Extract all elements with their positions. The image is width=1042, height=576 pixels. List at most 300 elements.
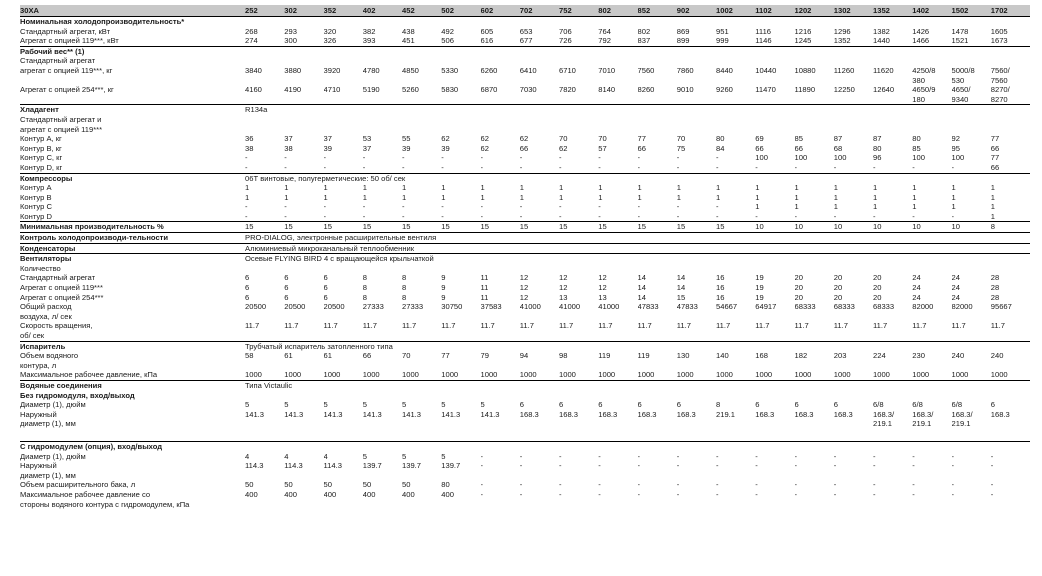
table-cell: 39 [323, 143, 332, 153]
table-cell: - [676, 211, 680, 221]
table-cell: 11.7 [912, 321, 927, 331]
table-cell [677, 500, 716, 510]
table-cell [520, 125, 559, 135]
table-cell: 3840 [245, 65, 262, 75]
table-cell: 5 [284, 400, 289, 410]
table-cell: - [323, 211, 327, 221]
table-cell: 6/8 [873, 400, 884, 410]
table-cell: 10880 [794, 65, 816, 75]
table-cell [638, 125, 677, 135]
table-cell [677, 312, 716, 322]
table-cell: - [676, 202, 680, 212]
row-label: контура, л [20, 360, 57, 370]
table-cell: 15 [520, 222, 559, 233]
table-cell: 27333 [362, 302, 384, 312]
table-cell: 11.7 [559, 321, 574, 331]
model-column-header: 1402 [912, 5, 951, 17]
row-label: Контур А, кг [20, 134, 62, 144]
table-cell: 53 [362, 134, 372, 144]
table-cell [441, 264, 480, 274]
model-column-header: 1202 [795, 5, 834, 17]
table-cell [520, 419, 559, 429]
table-cell: 6 [794, 400, 799, 410]
table-cell: 11 [480, 273, 489, 283]
table-cell: 1000 [637, 370, 655, 380]
table-cell: 4780 [362, 65, 380, 75]
table-cell [481, 125, 520, 135]
table-cell [520, 76, 559, 86]
table-cell: 1 [676, 183, 681, 193]
table-cell [598, 500, 637, 510]
table-cell: 1000 [245, 370, 262, 380]
table-cell: 380 [912, 75, 925, 85]
table-cell: 10 [952, 222, 991, 233]
table-cell: - [912, 211, 915, 221]
table-cell [677, 76, 716, 86]
table-cell: 39 [441, 143, 450, 153]
table-cell: 400 [441, 489, 454, 499]
table-cell: - [637, 480, 641, 490]
table-cell: - [873, 211, 876, 221]
table-cell: 19 [755, 292, 764, 302]
table-cell [284, 361, 323, 371]
table-cell: 15 [481, 222, 520, 233]
table-cell: 20 [833, 292, 843, 302]
section-note: PRO-DIALOG, электронные расширительные вентиля [245, 233, 1030, 244]
table-cell: - [441, 211, 444, 221]
table-cell: - [480, 162, 484, 172]
table-row [20, 471, 1030, 481]
table-cell: 70 [559, 134, 568, 144]
table-cell: 4 [323, 451, 328, 461]
table-cell [991, 419, 1030, 429]
table-cell: 24 [912, 283, 921, 293]
table-cell: 57 [598, 143, 607, 153]
table-cell: 7820 [559, 85, 576, 95]
table-cell: 41000 [559, 302, 581, 312]
table-cell [245, 331, 284, 341]
table-cell: 1426 [912, 26, 930, 36]
table-cell [598, 471, 637, 481]
table-cell: 139.7 [441, 461, 461, 471]
row-label: Максимальное рабочее давление, кПа [20, 370, 158, 380]
table-cell [324, 264, 363, 274]
table-cell [245, 471, 284, 481]
table-cell: - [519, 202, 523, 212]
table-cell [873, 312, 912, 322]
table-cell: - [284, 211, 287, 221]
table-cell [795, 331, 834, 341]
table-cell: 1000 [794, 370, 812, 380]
table-cell: 50 [362, 480, 372, 490]
table-cell: - [559, 489, 562, 499]
table-cell [559, 419, 598, 429]
table-cell: 506 [441, 36, 454, 46]
table-cell [991, 125, 1030, 135]
section-header-row [20, 441, 1030, 451]
table-cell: - [559, 202, 562, 212]
table-cell [716, 500, 755, 510]
table-cell: 1 [912, 183, 917, 193]
table-cell: 1 [284, 183, 289, 193]
table-cell [873, 471, 912, 481]
model-column-header: 302 [284, 5, 323, 17]
table-cell: 15 [284, 222, 323, 233]
table-cell: 84 [716, 143, 725, 153]
table-cell: - [951, 162, 955, 172]
table-cell: 14 [676, 283, 686, 293]
table-row [20, 273, 1030, 283]
table-cell [952, 56, 991, 66]
table-cell: 1 [598, 192, 603, 202]
table-row [20, 351, 1030, 361]
table-cell: 27333 [402, 302, 424, 312]
table-cell: 14 [637, 292, 646, 302]
table-cell: 1000 [284, 370, 302, 380]
table-cell [834, 312, 873, 322]
table-cell [245, 125, 284, 135]
table-row [20, 400, 1030, 410]
table-cell: - [951, 461, 955, 471]
table-cell: 268 [245, 26, 258, 36]
table-cell: 951 [716, 26, 729, 36]
table-cell: 119 [598, 351, 611, 361]
table-cell: 10 [834, 222, 873, 233]
section-header-row [20, 173, 1030, 183]
table-cell [559, 95, 598, 105]
section-header-row [20, 17, 1030, 27]
table-cell [755, 471, 794, 481]
table-cell: 37 [323, 134, 332, 144]
table-cell: - [637, 202, 641, 212]
table-cell: 8440 [716, 65, 733, 75]
table-cell [324, 331, 363, 341]
table-cell [755, 312, 794, 322]
table-cell [638, 500, 677, 510]
table-cell: 869 [676, 26, 690, 36]
table-cell [677, 115, 716, 125]
table-cell: 4650/9 [912, 85, 936, 95]
table-cell: 5 [441, 400, 446, 410]
table-cell: 1000 [441, 370, 459, 380]
table-row [20, 461, 1030, 471]
table-cell: 6 [323, 283, 328, 293]
table-cell: 139.7 [362, 461, 382, 471]
table-cell: 141.3 [362, 409, 382, 419]
table-cell [363, 312, 402, 322]
table-cell: 66 [519, 143, 529, 153]
table-cell: 38 [245, 143, 254, 153]
table-cell: - [951, 489, 955, 499]
table-cell [677, 331, 716, 341]
table-cell: - [990, 451, 994, 461]
table-cell [716, 56, 755, 66]
table-cell: - [755, 451, 758, 461]
table-cell: - [833, 480, 837, 490]
table-cell [402, 115, 441, 125]
table-cell: 20 [833, 273, 843, 283]
table-cell: 139.7 [402, 461, 422, 471]
table-cell: 11.7 [245, 321, 260, 331]
table-cell: 24 [951, 283, 960, 293]
table-cell: 6/8 [912, 400, 923, 410]
table-cell [363, 361, 402, 371]
table-cell: 11.7 [598, 321, 613, 331]
table-cell: 8 [716, 400, 721, 410]
table-cell: 1 [323, 192, 328, 202]
table-row [20, 391, 1030, 401]
table-cell [952, 125, 991, 135]
table-cell [284, 115, 323, 125]
table-cell: 8 [362, 292, 367, 302]
table-cell [284, 264, 323, 274]
table-cell: 1000 [990, 370, 1008, 380]
section-note: Осевые FLYING BIRD 4 с вращающейся крыльчаткой [245, 254, 1030, 264]
table-cell: 12 [559, 283, 568, 293]
table-cell: 5 [480, 400, 485, 410]
table-cell [795, 312, 834, 322]
table-cell: 8 [402, 283, 407, 293]
table-cell [677, 471, 716, 481]
table-cell: 999 [716, 36, 729, 46]
table-cell: 219.1 [716, 409, 736, 419]
table-cell: 141.3 [245, 409, 265, 419]
table-cell: 70 [402, 351, 411, 361]
table-cell: 1 [794, 202, 799, 212]
table-cell: 66 [362, 351, 372, 361]
table-cell: 20500 [323, 302, 345, 312]
section-note: R134a [245, 105, 1030, 115]
table-cell: 16 [716, 283, 725, 293]
table-cell: 168.3 [637, 409, 657, 419]
table-cell: 1382 [873, 26, 890, 36]
model-column-header: 1002 [716, 5, 755, 17]
table-cell: 37 [284, 134, 293, 144]
table-cell: 15 [402, 222, 441, 233]
table-cell: 1 [284, 192, 289, 202]
table-cell: 326 [323, 36, 337, 46]
table-row [20, 95, 1030, 105]
model-column-header: 752 [559, 5, 598, 17]
table-cell: 1000 [873, 370, 890, 380]
table-cell: 1 [951, 192, 956, 202]
table-cell [520, 391, 559, 401]
table-cell [638, 391, 677, 401]
table-cell: 11.7 [873, 321, 888, 331]
model-column-header: 502 [441, 5, 480, 17]
table-cell: - [323, 153, 327, 163]
table-cell: 1 [755, 183, 760, 193]
table-cell [638, 419, 677, 429]
table-cell [441, 115, 480, 125]
table-cell: 1 [362, 192, 367, 202]
table-cell: - [716, 489, 719, 499]
table-cell: 15 [245, 222, 284, 233]
table-cell: 1440 [873, 36, 890, 46]
table-cell: 438 [402, 26, 415, 36]
table-cell: 28 [990, 292, 1000, 302]
table-cell: 11.7 [402, 321, 417, 331]
table-cell: 100 [833, 153, 847, 163]
table-cell: 5 [245, 400, 250, 410]
table-cell: 15 [716, 222, 755, 233]
table-cell: 1 [402, 183, 407, 193]
table-cell [873, 331, 912, 341]
table-cell: 5 [362, 400, 367, 410]
table-cell: 41000 [519, 302, 541, 312]
table-row [20, 321, 1030, 331]
table-cell [559, 361, 598, 371]
table-cell [598, 125, 637, 135]
empty-cell [245, 441, 1030, 451]
row-label: Наружный [20, 409, 57, 419]
table-cell: - [676, 480, 680, 490]
table-cell [559, 500, 598, 510]
table-cell: - [990, 489, 994, 499]
table-cell [834, 125, 873, 135]
table-row [20, 144, 1030, 154]
table-cell: 5 [402, 451, 407, 461]
specifications-table [20, 5, 1030, 509]
table-cell [755, 500, 794, 510]
table-cell: 4850 [402, 65, 419, 75]
table-cell: 6 [519, 400, 524, 410]
table-cell [245, 312, 284, 322]
model-column-header: 452 [402, 5, 441, 17]
table-cell [873, 391, 912, 401]
table-cell: 1 [323, 183, 328, 193]
table-cell: 400 [362, 489, 376, 499]
table-cell: 47833 [637, 302, 659, 312]
table-row [20, 183, 1030, 193]
table-cell: 85 [794, 134, 803, 144]
row-label: Наружный [20, 461, 57, 471]
table-cell: 616 [480, 36, 494, 46]
table-cell [520, 471, 559, 481]
table-cell: 8270 [990, 94, 1008, 104]
table-cell: 15 [598, 222, 637, 233]
table-cell: - [833, 461, 837, 471]
spacer-cell [20, 429, 1030, 442]
table-cell: 653 [519, 26, 533, 36]
table-cell [834, 471, 873, 481]
table-cell [716, 125, 755, 135]
model-column-header: 1102 [755, 5, 794, 17]
table-cell: 6 [559, 400, 564, 410]
table-cell [363, 56, 402, 66]
table-cell [324, 95, 363, 105]
table-cell [559, 76, 598, 86]
table-cell [284, 419, 323, 429]
table-cell: - [598, 451, 601, 461]
table-cell: 79 [480, 351, 489, 361]
table-cell [598, 312, 637, 322]
table-cell: 1000 [833, 370, 851, 380]
model-column-header: 852 [638, 5, 677, 17]
table-cell: - [676, 489, 680, 499]
table-cell: - [519, 480, 523, 490]
table-cell: 8 [402, 292, 407, 302]
row-label: Агрегат с опцией 119***, кВт [20, 36, 119, 46]
section-header-row [20, 380, 1030, 390]
table-cell: 6 [990, 400, 995, 410]
table-cell [245, 361, 284, 371]
table-cell [284, 56, 323, 66]
table-cell [245, 76, 284, 86]
table-cell [795, 500, 834, 510]
table-cell: 764 [598, 26, 611, 36]
table-cell: 11.7 [716, 321, 731, 331]
table-cell [324, 471, 363, 481]
table-cell: 11.7 [519, 321, 534, 331]
table-cell: 3880 [284, 65, 302, 75]
table-cell: 114.3 [284, 461, 303, 471]
table-cell [441, 391, 480, 401]
row-label: Стандартный агрегат, кВт [20, 26, 111, 36]
header-row [20, 5, 1030, 17]
model-column-header: 1302 [834, 5, 873, 17]
table-cell: 1 [755, 202, 760, 212]
table-cell: - [519, 489, 523, 499]
table-cell: 1 [559, 183, 564, 193]
table-cell: 36 [245, 134, 254, 144]
table-cell [324, 361, 363, 371]
table-cell: 77 [990, 153, 1000, 163]
table-cell [598, 115, 637, 125]
table-cell [441, 76, 480, 86]
table-cell [755, 391, 794, 401]
table-cell: 6 [755, 400, 760, 410]
table-cell: 530 [951, 75, 965, 85]
table-cell: - [716, 461, 719, 471]
table-row [20, 370, 1030, 380]
table-cell: 80 [441, 480, 450, 490]
table-cell: 6 [245, 283, 250, 293]
table-cell [441, 312, 480, 322]
table-cell: 12 [559, 273, 568, 283]
table-cell: 274 [245, 36, 258, 46]
table-cell: 1 [755, 192, 760, 202]
table-cell: - [519, 461, 523, 471]
table-cell: 61 [323, 351, 332, 361]
table-cell [520, 56, 559, 66]
table-cell: - [480, 153, 484, 163]
table-cell [559, 56, 598, 66]
table-cell: 219.1 [873, 419, 893, 429]
table-cell [716, 95, 755, 105]
table-cell: 8 [362, 283, 367, 293]
table-cell: - [755, 489, 758, 499]
table-cell [677, 95, 716, 105]
table-cell: - [637, 162, 641, 172]
table-cell [520, 115, 559, 125]
table-cell: - [559, 480, 562, 490]
table-cell [834, 500, 873, 510]
table-cell [324, 76, 363, 86]
table-row [20, 153, 1030, 163]
table-cell: 1 [990, 192, 995, 202]
section-note: Трубчатый испаритель затопленного типа [245, 341, 1030, 351]
table-row [20, 27, 1030, 37]
row-label: Без гидромодуля, вход/выход [20, 390, 135, 400]
row-label: Контур С, кг [20, 153, 63, 163]
table-cell: - [362, 162, 366, 172]
table-cell: 6260 [480, 65, 498, 75]
table-cell [481, 419, 520, 429]
row-label: Общий расход [20, 302, 72, 312]
row-label: Контур В, кг [20, 143, 62, 153]
table-cell: 54667 [716, 302, 738, 312]
